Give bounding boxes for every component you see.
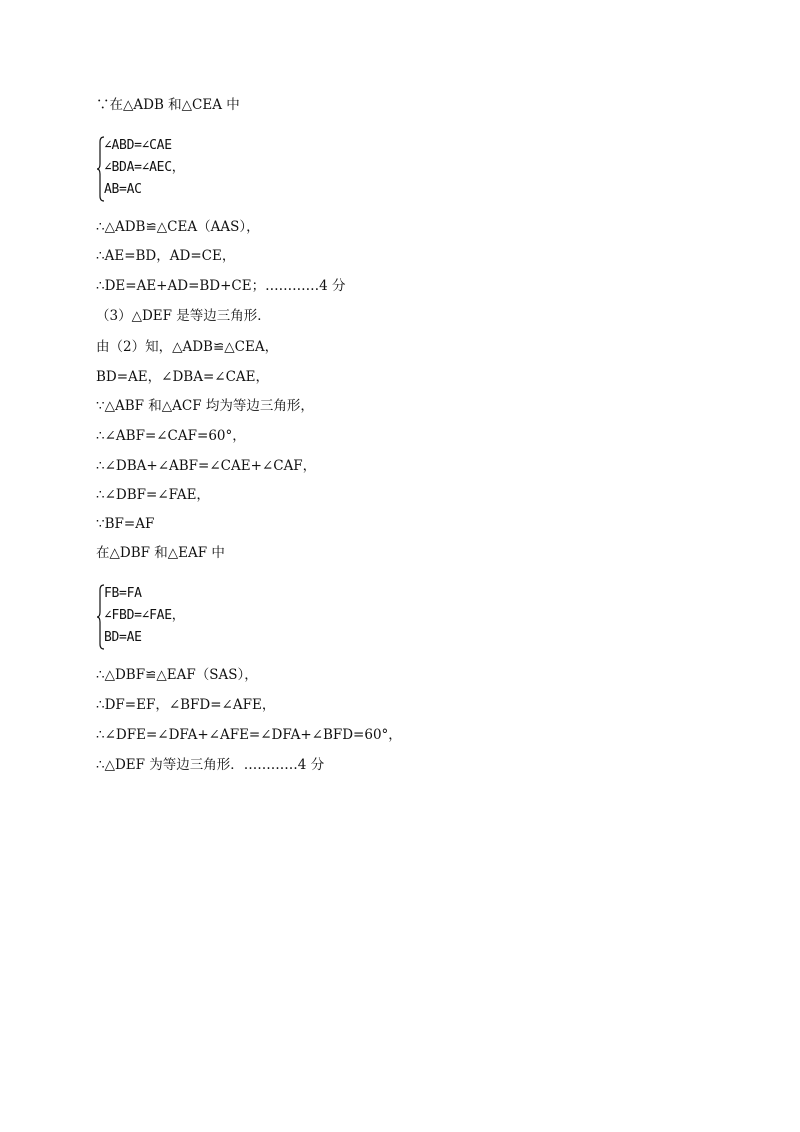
proof-line-angle-sum: ∴∠DBA+∠ABF=∠CAE+∠CAF， [96, 458, 317, 474]
equation-system-2 [96, 584, 226, 650]
proof-line-congruence-aas: ∴△ADB≌△CEA（AAS）， [96, 219, 260, 235]
proof-line-given-triangles-dbf-eaf: 在△DBF 和△EAF 中 [96, 545, 225, 561]
proof-line-part-3-heading: （3）△DEF 是等边三角形． [96, 308, 271, 324]
proof-line-conclusion: ∴△DEF 为等边三角形．…………4 分 [96, 757, 325, 773]
proof-line-equilateral-given: ∵△ABF 和△ACF 均为等边三角形， [96, 398, 314, 414]
system1-row-angle-abd: ∠ABD=∠CAE [104, 138, 172, 153]
proof-line-bd-ae: BD=AE，∠DBA=∠CAE， [96, 369, 270, 385]
system2-row-angle-fbd: ∠FBD=∠FAE， [104, 608, 185, 623]
proof-line-de-sum: ∴DE=AE+AD=BD+CE；…………4 分 [96, 278, 346, 294]
system1-row-angle-bda: ∠BDA=∠AEC， [104, 160, 185, 175]
system1-row-ab-ac: AB=AC [104, 182, 142, 197]
proof-line-angle-dfe-60: ∴∠DFE=∠DFA+∠AFE=∠DFA+∠BFD=60°， [96, 727, 402, 743]
proof-line-angles-60: ∴∠ABF=∠CAF=60°， [96, 428, 246, 444]
equation-system-1 [96, 136, 226, 202]
proof-line-angle-dbf-fae: ∴∠DBF=∠FAE， [96, 487, 210, 503]
system2-row-bd-ae: BD=AE [104, 630, 142, 645]
proof-line-df-ef: ∴DF=EF，∠BFD=∠AFE， [96, 697, 276, 713]
proof-line-bf-af: ∵BF=AF [96, 516, 155, 532]
proof-line-ae-bd: ∴AE=BD，AD=CE， [96, 248, 236, 264]
proof-line-congruence-sas: ∴△DBF≌△EAF（SAS）， [96, 667, 258, 683]
proof-line-given-triangles-adb-cea: ∵在△ADB 和△CEA 中 [96, 97, 240, 113]
proof-line-from-part-2: 由（2）知，△ADB≌△CEA， [96, 339, 279, 355]
system2-row-fb-fa: FB=FA [104, 586, 142, 601]
